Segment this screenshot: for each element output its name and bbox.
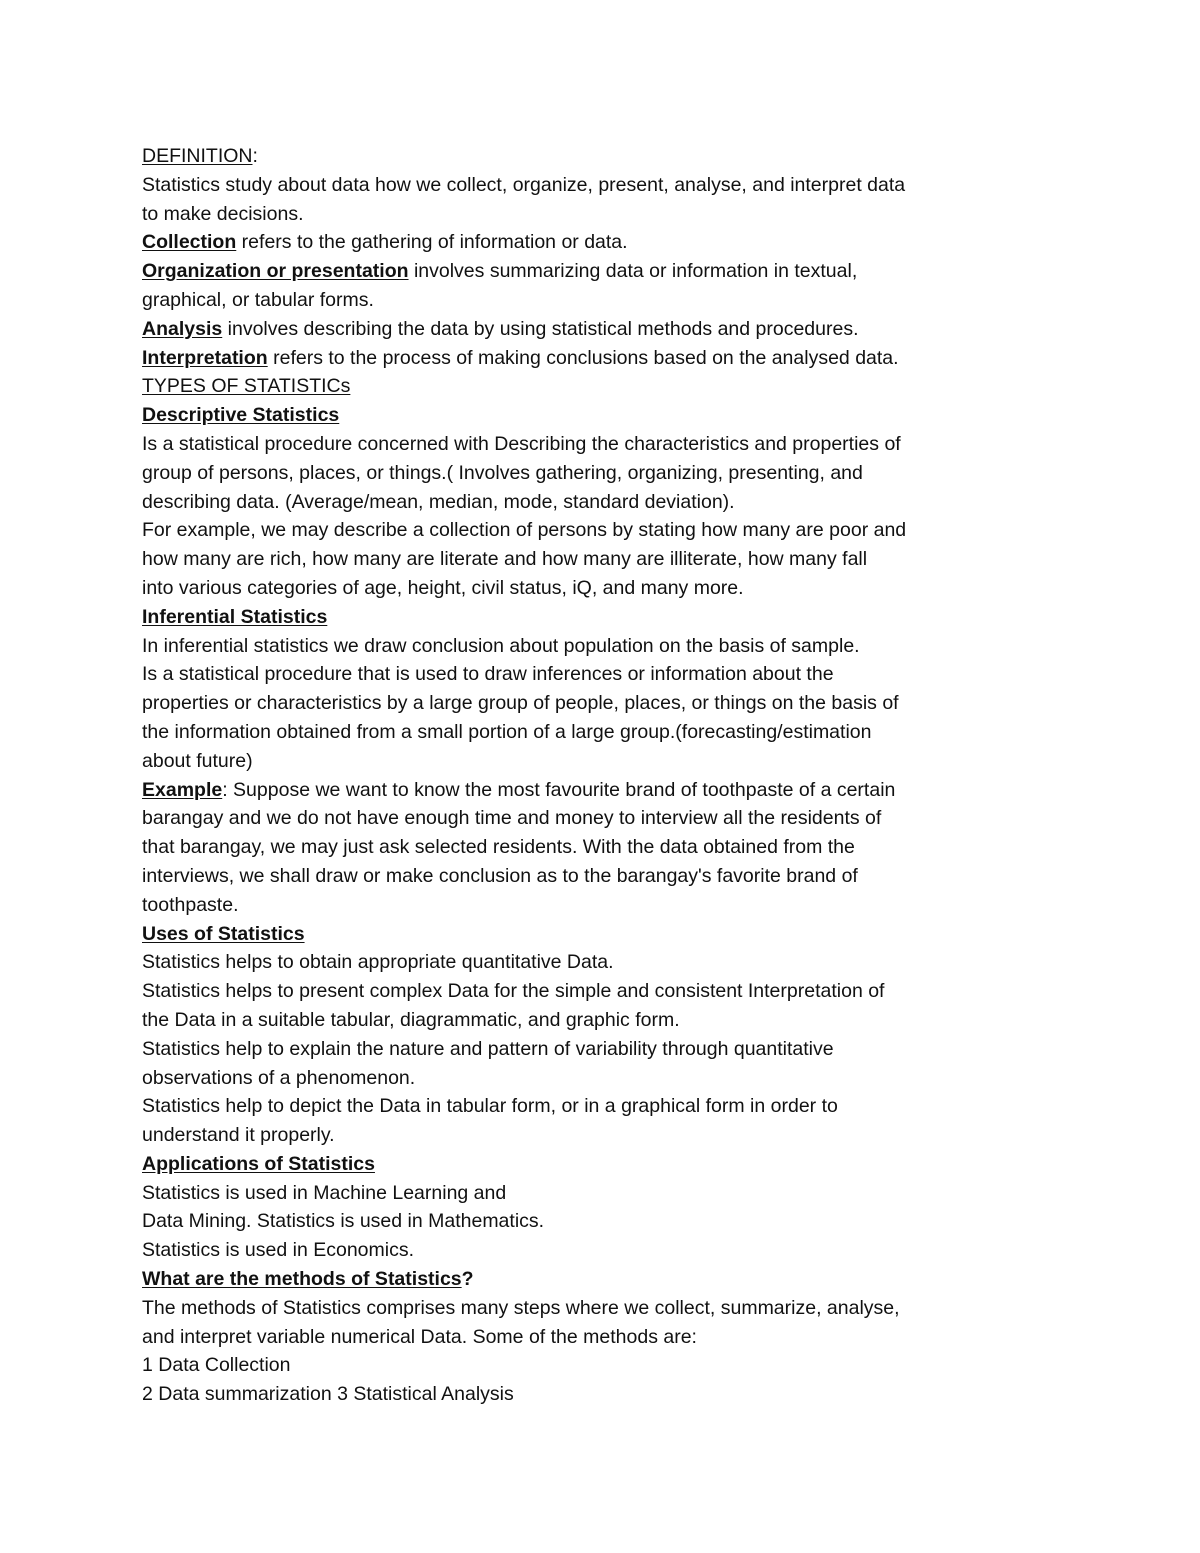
applications-line: Data Mining. Statistics is used in Mathematics. [142, 1210, 545, 1233]
collection-text: refers to the gathering of information or data. [236, 231, 628, 254]
analysis-term: Analysis [142, 317, 223, 340]
organization-term: Organization or presentation [142, 260, 409, 283]
methods-line: 2 Data summarization 3 Statistical Analysis [142, 1383, 514, 1406]
methods-qmark: ? [461, 1268, 474, 1291]
definition-text-line-1: Statistics study about data how we collect, organize, present, analyse, and interpret data [142, 173, 906, 196]
uses-line: the Data in a suitable tabular, diagrammatic, and graphic form. [142, 1008, 680, 1031]
methods-heading: What are the methods of Statistics [142, 1268, 462, 1291]
example-text: : Suppose we want to know the most favourite brand of toothpaste of a certain [222, 778, 896, 801]
organization-text: involves summarizing data or information in textual, [408, 260, 858, 283]
applications-heading-line [142, 1150, 1022, 1179]
analysis-line [142, 315, 1022, 344]
descriptive-heading-line [142, 401, 1022, 430]
example-continuation-line: barangay and we do not have enough time and money to interview all the residents of [142, 807, 882, 830]
example-continuation-line: that barangay, we may just ask selected residents. With the data obtained from the [142, 836, 855, 859]
inferential-line: Is a statistical procedure that is used to draw inferences or information about the [142, 663, 834, 686]
descriptive-heading: Descriptive Statistics [142, 404, 340, 427]
interpretation-line [142, 344, 1022, 373]
document-page [142, 142, 1022, 1409]
descriptive-line: group of persons, places, or things.( Involves gathering, organizing, presenting, and [142, 461, 863, 484]
definition-heading: DEFINITION [142, 145, 253, 167]
descriptive-line: Is a statistical procedure concerned with Describing the characteristics and properties of [142, 432, 901, 455]
applications-line: Statistics is used in Economics. [142, 1239, 415, 1262]
uses-line: Statistics help to explain the nature and pattern of variability through quantitative [142, 1037, 834, 1060]
methods-line: and interpret variable numerical Data. Some of the methods are: [142, 1325, 697, 1348]
uses-line: Statistics helps to present complex Data for the simple and consistent Interpretation of [142, 980, 885, 1003]
inferential-heading-line [142, 603, 1022, 632]
descriptive-line: how many are rich, how many are literate and how many are illiterate, how many fall [142, 548, 868, 571]
types-heading-line [142, 372, 1022, 401]
applications-line: Statistics is used in Machine Learning and [142, 1181, 507, 1204]
example-line [142, 776, 1022, 805]
inferential-heading: Inferential Statistics [142, 605, 328, 628]
example-term: Example [142, 778, 223, 801]
uses-heading-line [142, 920, 1022, 949]
uses-line: understand it properly. [142, 1124, 335, 1147]
definition-heading-line [142, 142, 1022, 171]
descriptive-line: For example, we may describe a collection of persons by stating how many are poor and [142, 519, 907, 542]
collection-line [142, 228, 1022, 257]
applications-heading: Applications of Statistics [142, 1152, 375, 1175]
descriptive-line: describing data. (Average/mean, median, mode, standard deviation). [142, 490, 735, 513]
uses-line: Statistics helps to obtain appropriate quantitative Data. [142, 951, 614, 974]
descriptive-line: into various categories of age, height, civil status, iQ, and many more. [142, 576, 744, 599]
example-continuation-line: interviews, we shall draw or make conclusion as to the barangay's favorite brand of [142, 864, 858, 887]
example-continuation-line: toothpaste. [142, 893, 239, 916]
methods-heading-line [142, 1265, 1022, 1294]
methods-line: 1 Data Collection [142, 1354, 291, 1377]
analysis-text: involves describing the data by using statistical methods and procedures. [222, 317, 859, 340]
methods-line: The methods of Statistics comprises many steps where we collect, summarize, analyse, [142, 1296, 900, 1319]
definition-text-line-2: to make decisions. [142, 202, 304, 225]
inferential-line: properties or characteristics by a large group of people, places, or things on the basis of [142, 692, 899, 715]
uses-heading: Uses of Statistics [142, 922, 305, 945]
organization-text-line-2: graphical, or tabular forms. [142, 288, 374, 311]
definition-colon: : [252, 145, 258, 167]
uses-line: observations of a phenomenon. [142, 1066, 416, 1089]
interpretation-term: Interpretation [142, 346, 268, 369]
collection-term: Collection [142, 231, 237, 254]
organization-line [142, 257, 1022, 286]
uses-line: Statistics help to depict the Data in tabular form, or in a graphical form in order to [142, 1095, 838, 1118]
interpretation-text: refers to the process of making conclusions based on the analysed data. [267, 346, 899, 369]
inferential-line: In inferential statistics we draw conclusion about population on the basis of sample. [142, 634, 860, 657]
inferential-line: the information obtained from a small portion of a large group.(forecasting/estimation [142, 720, 872, 743]
inferential-line: about future) [142, 749, 253, 772]
types-heading: TYPES OF STATISTICs [142, 375, 351, 398]
